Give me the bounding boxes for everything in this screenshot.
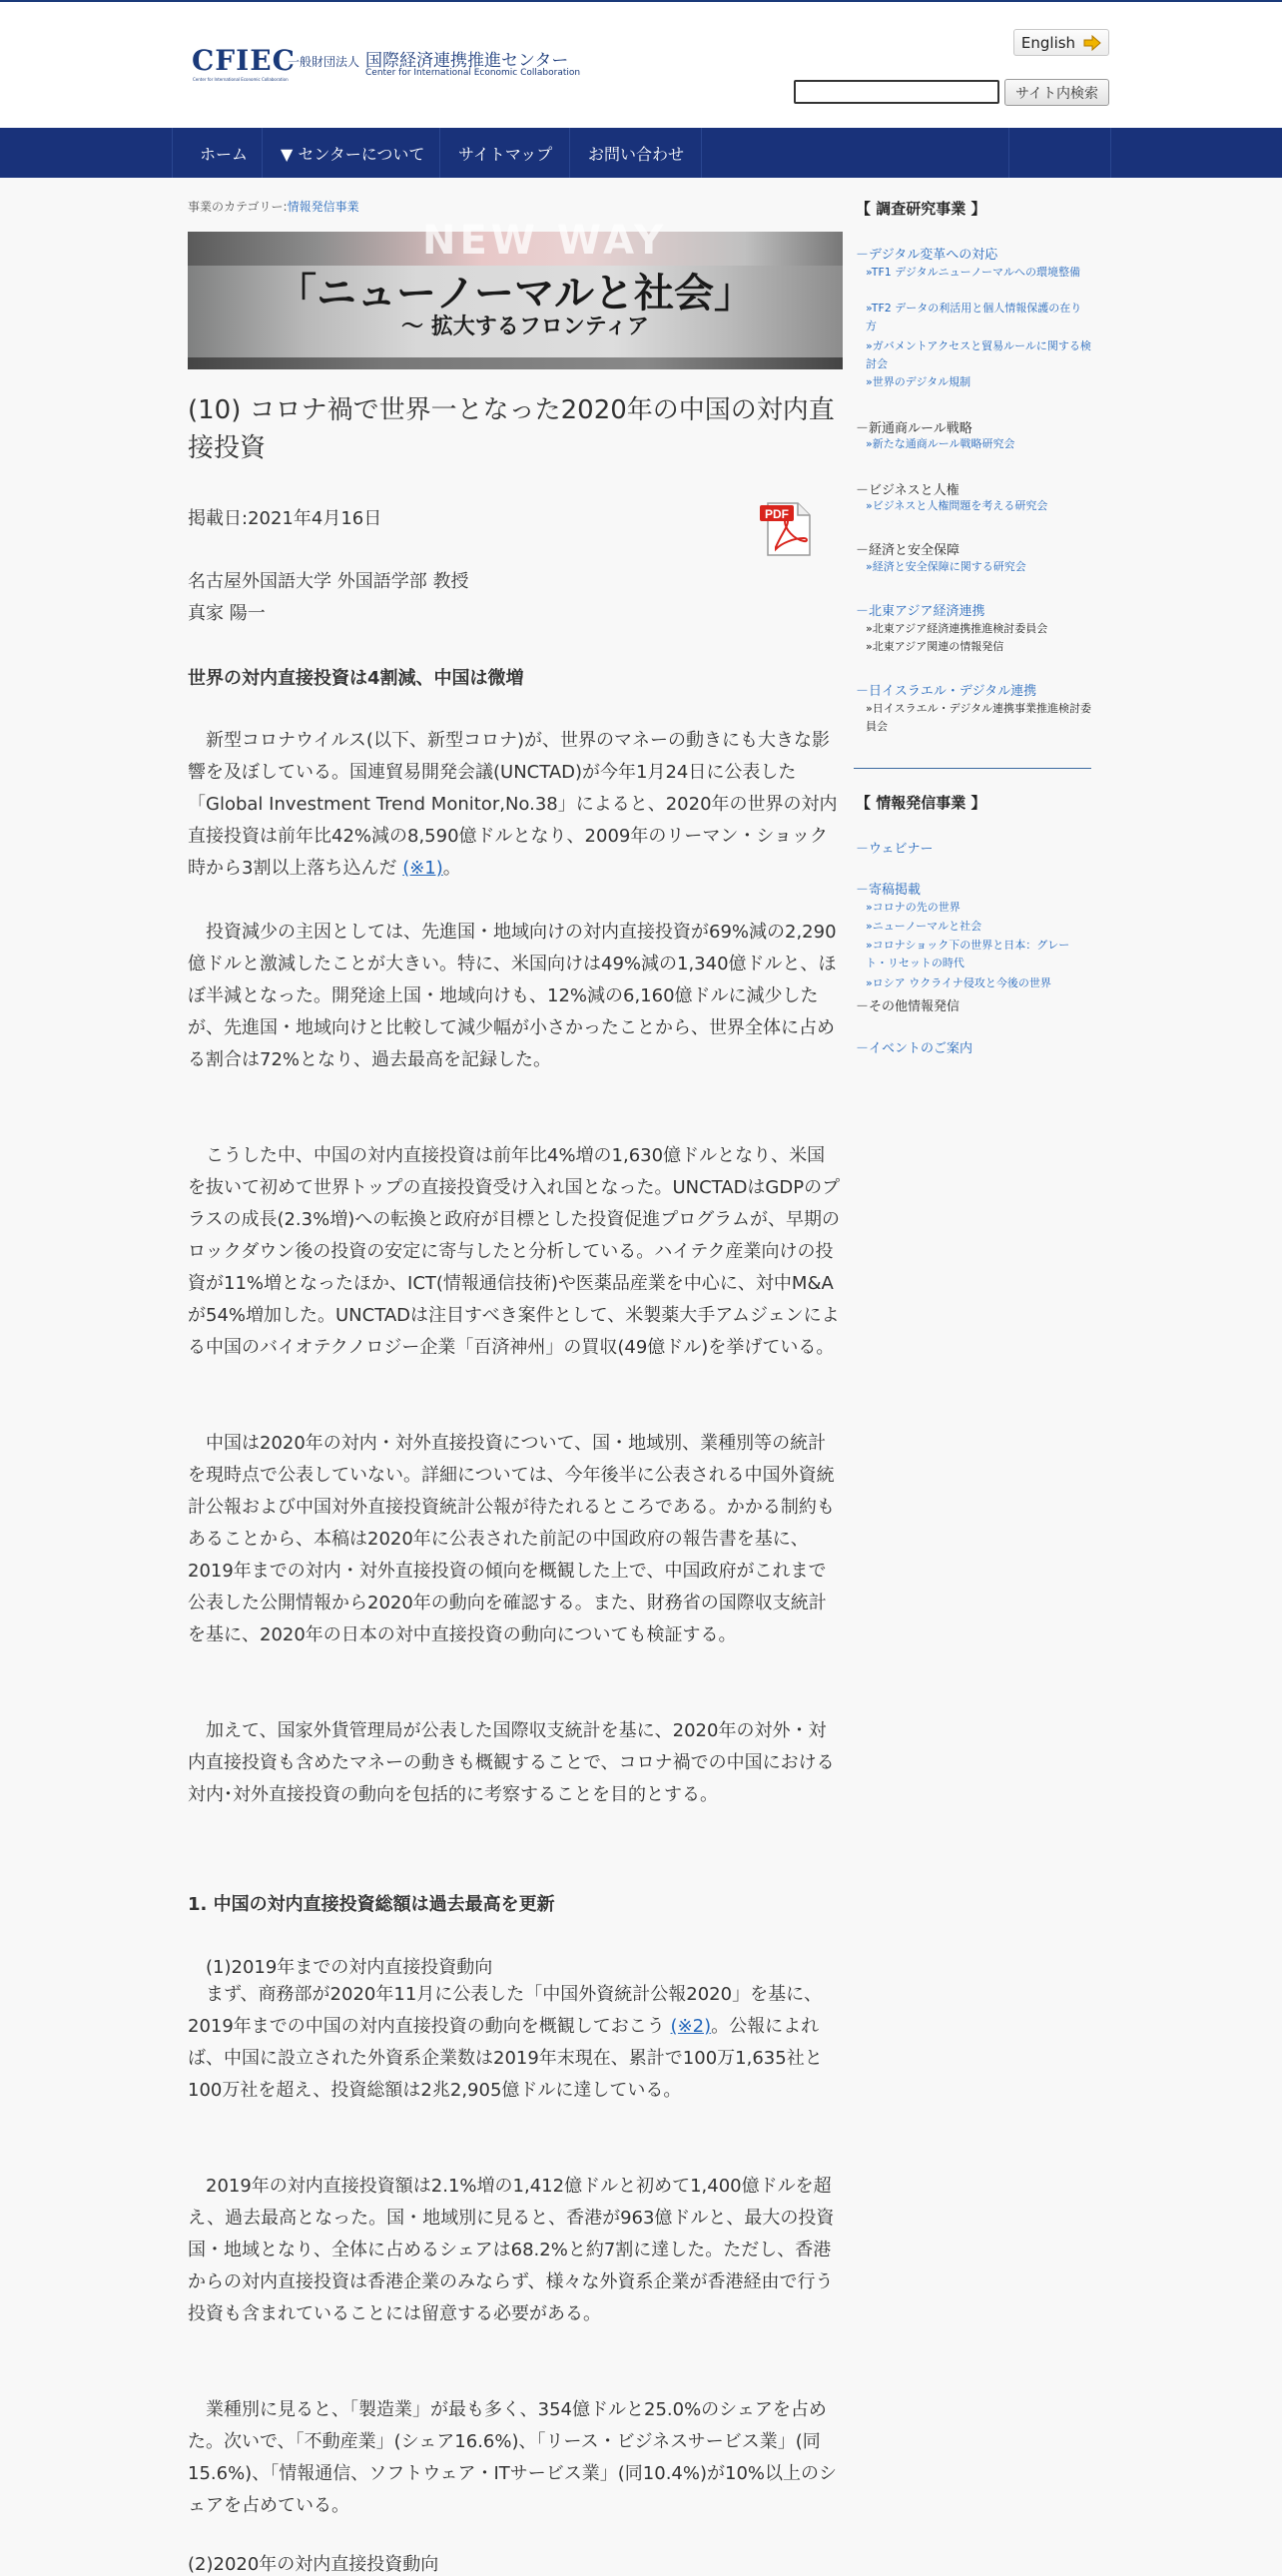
sidebar-section-contributions[interactable]: －寄稿掲載 — [856, 883, 922, 898]
paragraph-text: まず、商務部が2020年11月に公表した「中国外資統計公報2020」を基に、2019年までの中国の対内直接投資の動向を概観しておこう — [188, 1984, 823, 2037]
paragraph-text: 。 — [442, 858, 461, 879]
sidebar-item[interactable]: »日イスラエル・デジタル連携事業推進検討委員会 — [866, 702, 1091, 733]
sidebar-section-webinar[interactable]: －ウェビナー — [856, 842, 934, 857]
sidebar-item[interactable]: »ビジネスと人権問題を考える研究会 — [866, 499, 1048, 512]
sidebar-item[interactable]: »TF2 データの利活用と個人情報保護の在り方 — [866, 302, 1082, 332]
category-link[interactable]: 情報発信事業 — [287, 200, 359, 214]
sidebar-heading-info: 【 情報発信事業 】 — [856, 794, 986, 812]
search-input[interactable] — [794, 80, 999, 104]
nav-item-about[interactable]: ▼ センターについて — [281, 144, 425, 164]
nav-divider — [1110, 128, 1111, 178]
nav-divider — [172, 128, 173, 178]
sidebar-section-israel[interactable]: －日イスラエル・デジタル連携 — [856, 684, 1037, 699]
english-label: English — [1020, 33, 1076, 52]
author-name: 真家 陽一 — [188, 603, 266, 624]
section-heading: 1. 中国の対内直接投資総額は過去最高を更新 — [188, 1894, 555, 1915]
sidebar-section-trade: －新通商ルール戦略 — [856, 421, 972, 436]
series-banner — [188, 218, 843, 369]
sidebar-item[interactable]: »ガバメントアクセスと貿易ルールに関する検討会 — [866, 339, 1091, 370]
sidebar-item[interactable]: »新たな通商ルール戦略研究会 — [866, 437, 1015, 450]
logo-name: 国際経済連携推進センター — [365, 51, 569, 71]
sidebar-section-events[interactable]: －イベントのご案内 — [856, 1041, 973, 1056]
sidebar-item[interactable]: »経済と安全保障に関する研究会 — [866, 560, 1026, 573]
logo-name-english: Center for International Economic Collaboration — [365, 68, 581, 78]
site-logo[interactable] — [192, 44, 591, 84]
sub-heading: (1)2019年までの対内直接投資動向 — [188, 1957, 493, 1978]
article-paragraph: 中国は2020年の対内・対外直接投資について、国・地域別、業種別等の統計を現時点で公表していない。詳細については、今年後半に公表される中国外資統計公報および中国対外直接投資統計公報が待たれるところである。かかる制約もあることから、本稿は2020年に公表された前記の中国政府の報告書を基に、2019年までの対内・対外直接投資の傾向を概観した上で、中国政府がこれまで公表した公開情報から2020年の動向を確認する。また、財務省の国際収支統計を基に、2020年の日本の対中直接投資の動向についても検証する。 — [188, 1433, 835, 1645]
article-paragraph: 投資減少の主因としては、先進国・地域向けの対内直接投資が69%減の2,290億ドルと激減したことが大きい。特に、米国向けは49%減の1,340億ドルと、ほぼ半減となった。開発途上国・地域向けも、12%減の6,160億ドルに減少したが、先進国・地域向けと比較して減少幅が小さかったことから、世界全体に占める割合は72%となり、過去最高を記録した。 — [188, 922, 837, 1070]
site-header — [0, 2, 1282, 128]
sidebar-item[interactable]: »TF1 デジタルニューノーマルへの環境整備 — [866, 266, 1081, 279]
nav-item-contact[interactable]: お問い合わせ — [588, 144, 685, 164]
sidebar-item[interactable]: »世界のデジタル規制 — [866, 375, 971, 388]
banner-overlay-text: NEW WAY — [422, 218, 668, 264]
nav-divider — [439, 128, 440, 178]
article-paragraph: 業種別に見ると、「製造業」が最も多く、354億ドルと25.0%のシェアを占めた。次いで、「不動産業」(シェア16.6%)、「リース・ビジネスサービス業」(同15.6%)、「情報通信、ソフトウェア・ITサービス業」(同10.4%)が10%以上のシェアを占めている。 — [188, 2399, 838, 2516]
sidebar-item[interactable]: »ニューノーマルと社会 — [866, 920, 982, 933]
sidebar-item[interactable]: »ロシア ウクライナ侵攻と今後の世界 — [866, 976, 1051, 989]
article-paragraph — [188, 725, 843, 885]
nav-divider — [569, 128, 570, 178]
sidebar-section-digital[interactable]: －デジタル変革への対応 — [856, 248, 998, 263]
banner-subtitle: 〜 拡大するフロンティア — [401, 315, 649, 339]
article-paragraph — [188, 1979, 843, 2107]
publish-date: 掲載日:2021年4月16日 — [188, 508, 382, 529]
category-prefix: 事業のカテゴリー: — [188, 200, 288, 214]
sidebar-heading-research: 【 調査研究事業 】 — [856, 200, 986, 218]
nav-divider — [262, 128, 263, 178]
site-search-button[interactable]: サイト内検索 — [1004, 79, 1109, 106]
main-nav — [0, 128, 1282, 178]
logo-org-type: 一般財団法人 — [288, 55, 360, 69]
paragraph-text: 。公報によれば、中国に設立された外資系企業数は2019年末現在、累計で100万1,635社と100万社を超え、投資総額は2兆2,905億ドルに達している。 — [188, 2016, 823, 2101]
footnote-link[interactable]: (※2) — [670, 2016, 712, 2037]
nav-item-home[interactable]: ホーム — [200, 144, 249, 164]
logo-abbreviation-subtext: Center for International Economic Collaboration — [193, 77, 289, 82]
sidebar-divider — [854, 768, 1091, 769]
pdf-icon-label: PDF — [765, 507, 789, 521]
nav-item-sitemap[interactable]: サイトマップ — [458, 144, 553, 164]
paragraph-text: 新型コロナウイルス(以下、新型コロナ)が、世界のマネーの動きにも大きな影響を及ぼしている。国連貿易開発会議(UNCTAD)が今年1月24日に公表した「Global Investment Trend Monitor,No.38」によると、2020年の世界の対内直接投資は前年比42%減の8,590億ドルとなり、2009年のリーマン・ショック時から3割以上落ち込んだ — [188, 730, 838, 879]
sidebar-item[interactable]: »北東アジア経済連携推進検討委員会 — [866, 622, 1048, 635]
category-breadcrumb — [188, 198, 359, 215]
english-button[interactable] — [1013, 29, 1109, 56]
sidebar-item[interactable]: »コロナの先の世界 — [866, 901, 961, 914]
section-heading: 世界の対内直接投資は4割減、中国は微増 — [188, 668, 524, 689]
sidebar-item[interactable]: »コロナショック下の世界と日本：グレート・リセットの時代 — [866, 939, 1070, 969]
nav-divider — [701, 128, 702, 178]
article-title: (10) コロナ禍で世界一となった2020年の中国の対内直接投資 — [188, 395, 835, 463]
logo-abbreviation: CFIEC — [192, 44, 296, 77]
banner-title: 「ニューノーマルと社会」 — [277, 271, 754, 317]
sidebar-section-other: －その他情報発信 — [856, 999, 961, 1014]
pdf-icon[interactable] — [758, 499, 816, 557]
article-paragraph: こうした中、中国の対内直接投資は前年比4%増の1,630億ドルとなり、米国を抜いて初めて世界トップの直接投資受け入れ国となった。UNCTADはGDPのプラスの成長(2.3%増)への転換と政府が目標とした投資促進プログラムが、早期のロックダウン後の投資の安定に寄与したと分析している。ハイテク産業向けの投資が11%増となったほか、ICT(情報通信技術)や医薬品産業を中心に、対中M&Aが54%増加した。UNCTADは注目すべき案件として、米製薬大手アムジェンによる中国のバイオテクノロジー企業「百済神州」の買収(49億ドル)を挙げている。 — [188, 1145, 841, 1358]
banner-photo-strip-bottom — [188, 357, 843, 369]
author-affiliation: 名古屋外国語大学 外国語学部 教授 — [188, 571, 469, 592]
footnote-link[interactable]: (※1) — [402, 858, 443, 879]
sidebar-section-business: －ビジネスと人権 — [856, 483, 960, 498]
arrow-right-icon — [1083, 36, 1101, 50]
sidebar-section-security: －経済と安全保障 — [856, 543, 961, 558]
sub-heading: (2)2020年の対内直接投資動向 — [188, 2554, 439, 2575]
sidebar-section-northeast[interactable]: －北東アジア経済連携 — [856, 604, 985, 619]
article-paragraph: 2019年の対内直接投資額は2.1%増の1,412億ドルと初めて1,400億ドルを超え、過去最高となった。国・地域別に見ると、香港が963億ドルと、最大の投資国・地域となり、全体に占めるシェアは68.2%と約7割に達した。ただし、香港からの対内直接投資は香港企業のみならず、様々な外資系企業が香港経由で行う投資も含まれていることには留意する必要がある。 — [188, 2176, 835, 2324]
article-paragraph: 加えて、国家外貨管理局が公表した国際収支統計を基に、2020年の対外・対内直接投資も含めたマネーの動きも概観することで、コロナ禍での中国における対内･対外直接投資の動向を包括的に考察することを目的とする。 — [188, 1720, 835, 1805]
sidebar-item[interactable]: »北東アジア関連の情報発信 — [866, 640, 1004, 653]
nav-divider — [1008, 128, 1009, 178]
